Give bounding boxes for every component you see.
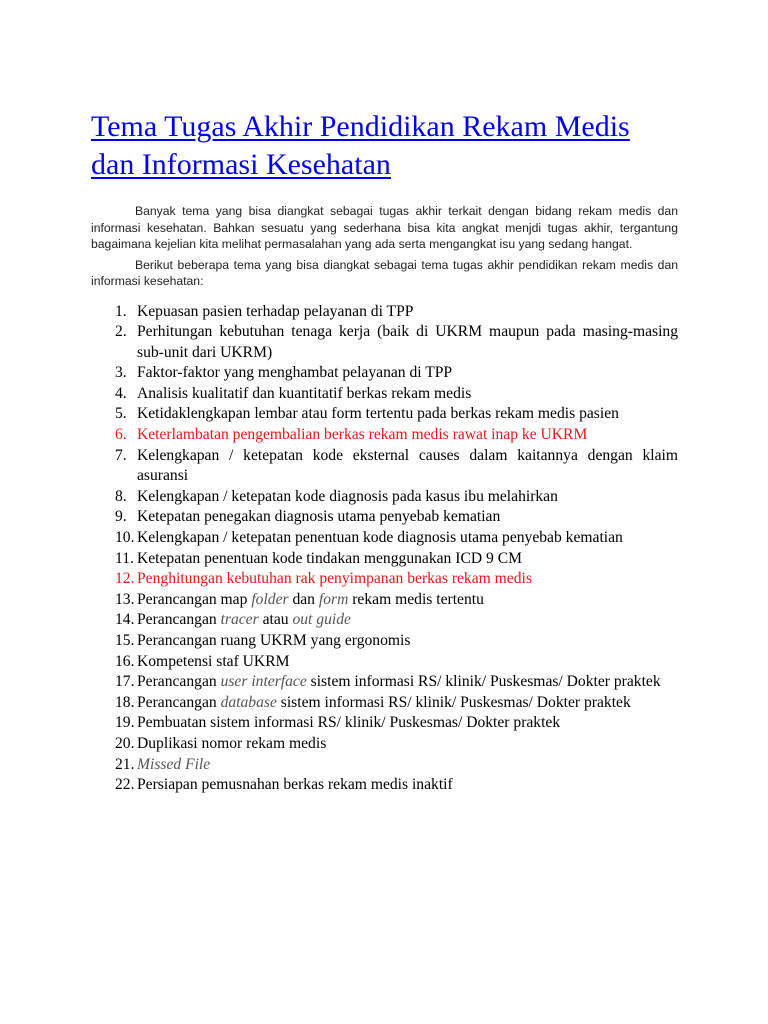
list-item-number: 18. bbox=[115, 693, 135, 711]
list-item bbox=[91, 384, 678, 405]
list-item bbox=[91, 549, 678, 570]
italic-term: Missed File bbox=[137, 755, 211, 773]
text-run: Perancangan bbox=[137, 693, 221, 711]
list-item-text bbox=[137, 528, 678, 549]
text-run: Kelengkapan / ketepatan penentuan kode diagnosis utama penyebab kematian bbox=[137, 529, 623, 547]
list-item-number: 15. bbox=[115, 632, 135, 649]
list-item-number: 21. bbox=[115, 755, 135, 773]
italic-term: folder bbox=[251, 590, 289, 608]
text-run: Kepuasan pasien terhadap pelayanan di TPP bbox=[137, 302, 414, 320]
list-item bbox=[91, 631, 678, 652]
list-item bbox=[91, 569, 678, 590]
list-item-text bbox=[137, 404, 678, 425]
list-item-number: 11. bbox=[115, 549, 134, 567]
list-item bbox=[91, 302, 678, 323]
list-item bbox=[91, 672, 678, 693]
text-run: Analisis kualitatif dan kuantitatif berkas rekam medis bbox=[137, 384, 472, 402]
list-item-text bbox=[137, 734, 678, 755]
text-run: Penghitungan kebutuhan rak penyimpanan berkas rekam medis bbox=[137, 570, 532, 588]
list-item bbox=[91, 652, 678, 673]
list-item-text bbox=[137, 549, 678, 570]
list-item-text bbox=[137, 507, 678, 528]
italic-term: tracer bbox=[220, 611, 259, 629]
list-item bbox=[91, 755, 678, 776]
list-item-number: 8. bbox=[115, 487, 127, 505]
list-item bbox=[91, 713, 678, 734]
text-run: Duplikasi nomor rekam medis bbox=[137, 734, 327, 752]
list-item-text bbox=[137, 363, 678, 384]
list-item-number: 17. bbox=[115, 673, 135, 691]
list-item-number: 2. bbox=[115, 323, 127, 341]
list-item-number: 20. bbox=[115, 734, 135, 752]
title-link[interactable]: Tema Tugas Akhir Pendidikan Rekam Medis dan Informasi Kesehatan bbox=[91, 110, 630, 181]
list-item bbox=[91, 734, 678, 755]
list-item-text bbox=[137, 631, 678, 652]
list-item-text bbox=[137, 322, 678, 363]
text-run: Perancangan map bbox=[137, 590, 252, 608]
list-item bbox=[91, 404, 678, 425]
list-item-text bbox=[137, 425, 678, 446]
list-item-text bbox=[137, 590, 678, 611]
list-item bbox=[91, 775, 678, 796]
list-item-text bbox=[137, 610, 678, 631]
list-item bbox=[91, 322, 678, 363]
list-item-number: 10. bbox=[115, 529, 135, 547]
text-run: Faktor-faktor yang menghambat pelayanan di TPP bbox=[137, 364, 453, 382]
text-run: Perancangan bbox=[137, 611, 221, 629]
text-run: Kelengkapan / ketepatan kode eksternal causes dalam kaitannya dengan klaim asuransi bbox=[137, 446, 678, 485]
text-run: sistem informasi RS/ klinik/ Puskesmas/ Dokter praktek bbox=[276, 693, 631, 711]
list-item-text bbox=[137, 713, 678, 734]
list-item-number: 19. bbox=[115, 714, 135, 732]
text-run: dan bbox=[288, 590, 319, 608]
list-item-text bbox=[137, 487, 678, 508]
list-item-number: 9. bbox=[115, 508, 127, 526]
list-item bbox=[91, 528, 678, 549]
list-item bbox=[91, 446, 678, 487]
list-item-number: 4. bbox=[115, 384, 127, 402]
italic-term: database bbox=[220, 693, 277, 711]
text-run: Ketidaklengkapan lembar atau form tertentu pada berkas rekam medis pasien bbox=[137, 405, 619, 423]
list-item bbox=[91, 363, 678, 384]
list-item-number: 12. bbox=[115, 570, 135, 588]
text-run: Kompetensi staf UKRM bbox=[137, 652, 290, 670]
list-item-text bbox=[137, 775, 678, 796]
list-item-text bbox=[137, 755, 678, 776]
list-item-text bbox=[137, 302, 678, 323]
list-item bbox=[91, 610, 678, 631]
topic-list bbox=[91, 302, 678, 796]
intro-paragraph: Banyak tema yang bisa diangkat sebagai tugas akhir terkait dengan bidang rekam medis dan informasi kesehatan. Bahkan sesuatu yang sederhana bisa kita angkat menjdi tugas akhir, tergantung bagaimana kejelian kita melihat permasalahan yang ada serta mengangkat isu yang sedang hangat. bbox=[91, 204, 678, 251]
italic-term: user interface bbox=[220, 673, 307, 691]
list-item-number: 14. bbox=[115, 611, 135, 629]
list-item bbox=[91, 487, 678, 508]
text-run: Kelengkapan / ketepatan kode diagnosis pada kasus ibu melahirkan bbox=[137, 487, 558, 505]
document-page bbox=[91, 108, 678, 796]
list-item-text bbox=[137, 569, 678, 590]
list-item-text bbox=[137, 672, 678, 693]
list-item-number: 7. bbox=[115, 446, 127, 464]
list-item-number: 13. bbox=[115, 590, 135, 608]
list-item-number: 6. bbox=[115, 426, 127, 444]
list-item bbox=[91, 425, 678, 446]
text-run: Pembuatan sistem informasi RS/ klinik/ Puskesmas/ Dokter praktek bbox=[137, 714, 561, 732]
list-item-number: 22. bbox=[115, 776, 135, 794]
text-run: Keterlambatan pengembalian berkas rekam medis rawat inap ke UKRM bbox=[137, 426, 588, 444]
intro-section bbox=[91, 203, 678, 290]
text-run: Ketepatan penegakan diagnosis utama penyebab kematian bbox=[137, 508, 501, 526]
text-run: Perancangan bbox=[137, 673, 221, 691]
text-run: Perhitungan kebutuhan tenaga kerja (baik di UKRM maupun pada masing-masing sub-unit dari UKRM) bbox=[137, 323, 678, 361]
list-item-text bbox=[137, 384, 678, 405]
list-item-number: 5. bbox=[115, 405, 127, 423]
list-item-number: 1. bbox=[115, 302, 127, 320]
text-run: rekam medis tertentu bbox=[348, 590, 484, 608]
list-item bbox=[91, 590, 678, 611]
intro-paragraph: Berikut beberapa tema yang bisa diangkat sebagai tema tugas akhir pendidikan rekam medis dan informasi kesehatan: bbox=[91, 257, 678, 288]
list-item-text bbox=[137, 652, 678, 673]
list-item-number: 16. bbox=[115, 652, 135, 670]
text-run: atau bbox=[258, 611, 293, 629]
italic-term: out guide bbox=[292, 611, 351, 629]
text-run: Persiapan pemusnahan berkas rekam medis inaktif bbox=[137, 776, 453, 794]
list-item-text bbox=[137, 446, 678, 487]
text-run: Ketepatan penentuan kode tindakan menggunakan ICD 9 CM bbox=[137, 549, 522, 567]
list-item-text bbox=[137, 693, 678, 714]
text-run: Perancangan ruang UKRM yang ergonomis bbox=[137, 632, 411, 649]
list-item-number: 3. bbox=[115, 364, 127, 382]
italic-term: form bbox=[318, 590, 349, 608]
page-title[interactable] bbox=[91, 108, 678, 184]
list-item bbox=[91, 693, 678, 714]
text-run: sistem informasi RS/ klinik/ Puskesmas/ Dokter praktek bbox=[306, 673, 661, 691]
list-item bbox=[91, 507, 678, 528]
